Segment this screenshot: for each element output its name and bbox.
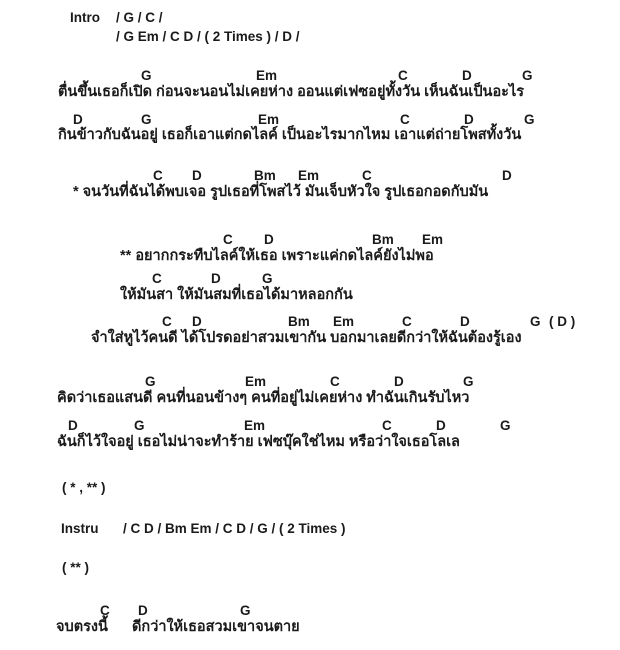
chord: Em [258, 112, 280, 127]
lyric-line: จำใส่หูไว้คนดี ได้โปรดอย่าสวมเขากัน บอกมาเลยดีกว่าให้ฉันต้องรู้เอง [91, 330, 522, 346]
chord-progression: / C D / Bm Em / C D / G / ( 2 Times ) [123, 521, 346, 536]
chord: Bm [254, 168, 276, 183]
chord: C [362, 168, 372, 183]
chord: C [400, 112, 410, 127]
intro-line-2 [0, 28, 620, 50]
chord: D [502, 168, 512, 183]
chord: C [330, 374, 340, 389]
section-label-instru: Instru [61, 521, 99, 536]
chord: Bm [288, 314, 310, 329]
chord: D [264, 232, 274, 247]
chord: Em [333, 314, 355, 329]
doublestar-lyric-1 [0, 247, 620, 269]
chord: Em [245, 374, 267, 389]
chord: D [462, 68, 472, 83]
chord: G [134, 418, 145, 433]
chord: C [100, 603, 110, 618]
verse2-lyric-2 [0, 433, 620, 455]
chord: D [192, 314, 202, 329]
chord: Em [298, 168, 320, 183]
chord: G [141, 68, 152, 83]
chord: D [464, 112, 474, 127]
chord: D [394, 374, 404, 389]
lyric-line: กินข้าวกับฉันอยู่ เธอก็เอาแต่กดไลค์ เป็นอะไรมากไหม เอาแต่ถ่ายโพสทั้งวัน [58, 127, 522, 143]
repeat-marker: ( * , ** ) [62, 480, 106, 495]
chord: Bm [372, 232, 394, 247]
chord: Em [256, 68, 278, 83]
doublestar-lyric-2 [0, 286, 620, 308]
chord: G [530, 314, 541, 329]
chord: Em [422, 232, 444, 247]
chord-optional: ( D ) [549, 314, 576, 329]
chord: C [398, 68, 408, 83]
chord: D [73, 112, 83, 127]
repeat-marker-row-1 [0, 479, 620, 501]
lyric-line: ดีกว่าให้เธอสวมเขาจนตาย [132, 619, 300, 635]
lyric-line: ตื่นขึ้นเธอก็เปิด ก่อนจะนอนไม่เคยห่าง ออนแต่เฟซอยู่ทั้งวัน เห็นฉันเป็นอะไร [58, 84, 525, 100]
chord: G [522, 68, 533, 83]
chord-progression: / G / C / [116, 10, 163, 25]
star-lyric [0, 183, 620, 205]
chord: C [223, 232, 233, 247]
chord: G [240, 603, 251, 618]
lyric-line: * จนวันที่ฉันได้พบเจอ รูปเธอที่โพสไว้ มันเจ็บหัวใจ รูปเธอกอดกับมัน [73, 184, 489, 200]
chord: G [262, 271, 273, 286]
chord: C [153, 168, 163, 183]
doublestar-lyric-3 [0, 329, 620, 351]
lyric-line: คิดว่าเธอแสนดี คนที่นอนข้างๆ คนที่อยู่ไม่เคยห่าง ทำฉันเกินรับไหว [57, 390, 470, 406]
chord: D [460, 314, 470, 329]
verse2-lyric-1 [0, 389, 620, 411]
chord: G [145, 374, 156, 389]
chord: D [436, 418, 446, 433]
chord: C [382, 418, 392, 433]
chord: G [524, 112, 535, 127]
chord-progression: / G Em / C D / ( 2 Times ) / D / [116, 29, 300, 44]
repeat-marker-row-2 [0, 559, 620, 581]
verse1-lyric-1 [0, 83, 620, 105]
chord: C [152, 271, 162, 286]
chord: C [402, 314, 412, 329]
lyric-line: ให้มันสา ให้มันสมที่เธอได้มาหลอกกัน [120, 287, 353, 303]
chord: C [162, 314, 172, 329]
chord: Em [244, 418, 266, 433]
repeat-marker: ( ** ) [62, 560, 89, 575]
verse1-lyric-2 [0, 126, 620, 148]
outro-lyric [0, 618, 620, 640]
chord: G [141, 112, 152, 127]
chord: D [192, 168, 202, 183]
chord: G [500, 418, 511, 433]
chord: D [211, 271, 221, 286]
lyric-line: ** อยากกระทืบไลค์ให้เธอ เพราะแค่กดไลค์ยังไม่พอ [120, 248, 434, 264]
instru-line [0, 520, 620, 542]
chord: G [463, 374, 474, 389]
chord: D [68, 418, 78, 433]
lyric-line: ฉันก็ไว้ใจอยู่ เธอไม่น่าจะทำร้าย เฟซบุ๊คใช่ไหม หรือว่าใจเธอโลเล [57, 434, 460, 450]
chord: D [138, 603, 148, 618]
lyric-line: จบตรงนี้ [56, 619, 108, 635]
section-label-intro: Intro [70, 10, 100, 25]
